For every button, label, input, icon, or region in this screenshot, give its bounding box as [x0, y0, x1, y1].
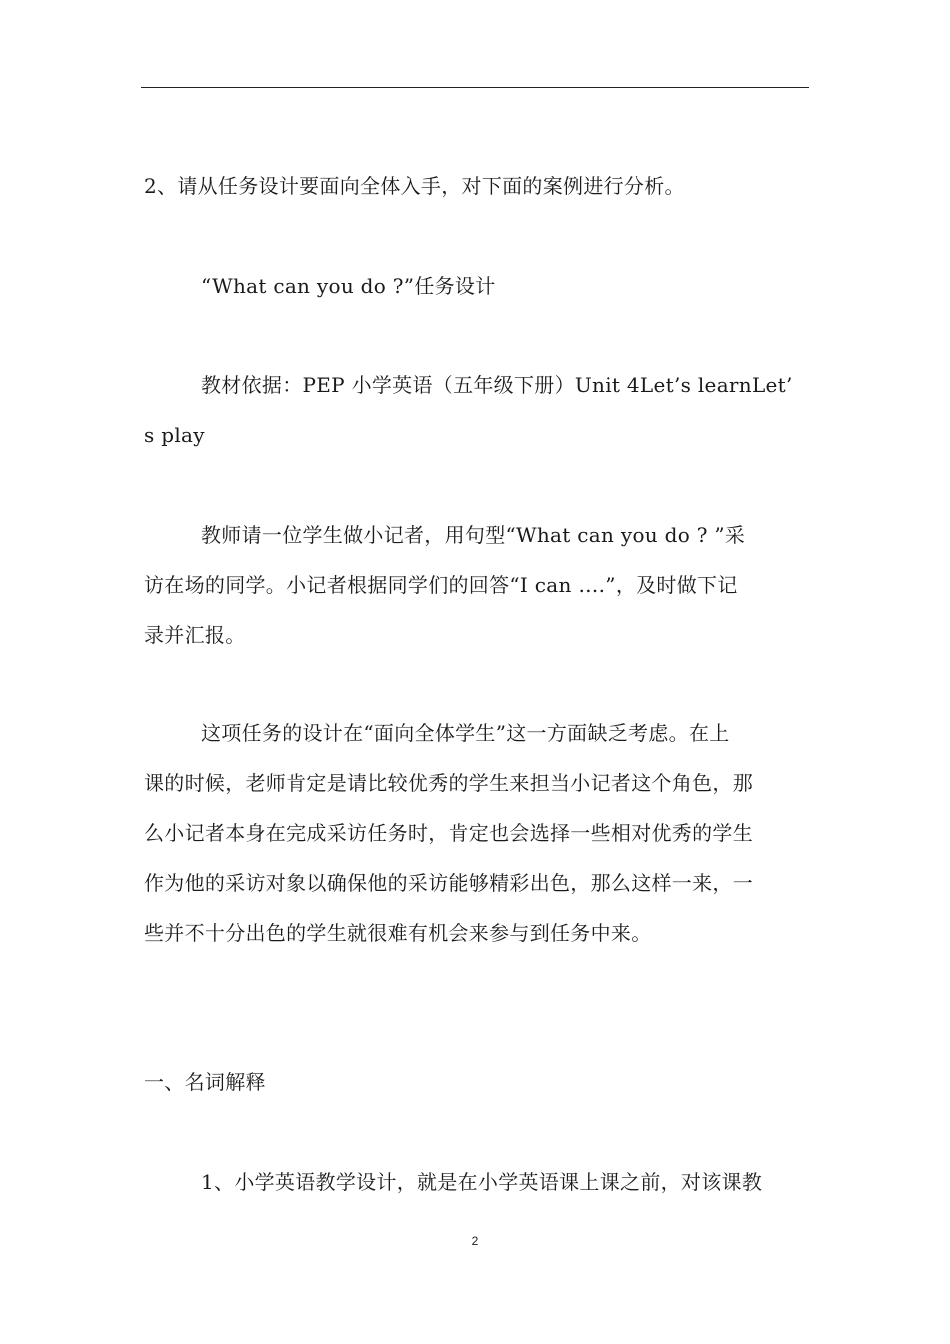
task-line-3: 录并汇报。	[144, 623, 246, 647]
case-title: “What can you do ?”任务设计	[201, 274, 496, 298]
analysis-line-2: 课的时候，老师肯定是请比较优秀的学生来担当小记者这个角色，那	[144, 771, 753, 795]
page-number: 2	[471, 1234, 479, 1248]
basis-line-2: s play	[144, 423, 205, 447]
basis-line-1: 教材依据：PEP 小学英语（五年级下册）Unit 4Let’s learnLet’	[201, 373, 793, 397]
analysis-line-5: 些并不十分出色的学生就很难有机会来参与到任务中来。	[144, 921, 652, 945]
analysis-line-1: 这项任务的设计在“面向全体学生”这一方面缺乏考虑。在上	[201, 721, 730, 745]
task-line-2: 访在场的同学。小记者根据同学们的回答“I can ….”，及时做下记	[144, 573, 738, 597]
question-2: 2、请从任务设计要面向全体入手，对下面的案例进行分析。	[144, 174, 685, 198]
analysis-line-4: 作为他的采访对象以确保他的采访能够精彩出色，那么这样一来，一	[144, 871, 753, 895]
analysis-line-3: 么小记者本身在完成采访任务时，肯定也会选择一些相对优秀的学生	[144, 821, 753, 845]
section-heading: 一、名词解释	[144, 1070, 266, 1094]
task-line-1: 教师请一位学生做小记者，用句型“What can you do ? ”采	[201, 523, 746, 547]
header-rule	[141, 87, 809, 88]
item-1: 1、小学英语教学设计，就是在小学英语课上课之前，对该课教	[201, 1170, 763, 1194]
